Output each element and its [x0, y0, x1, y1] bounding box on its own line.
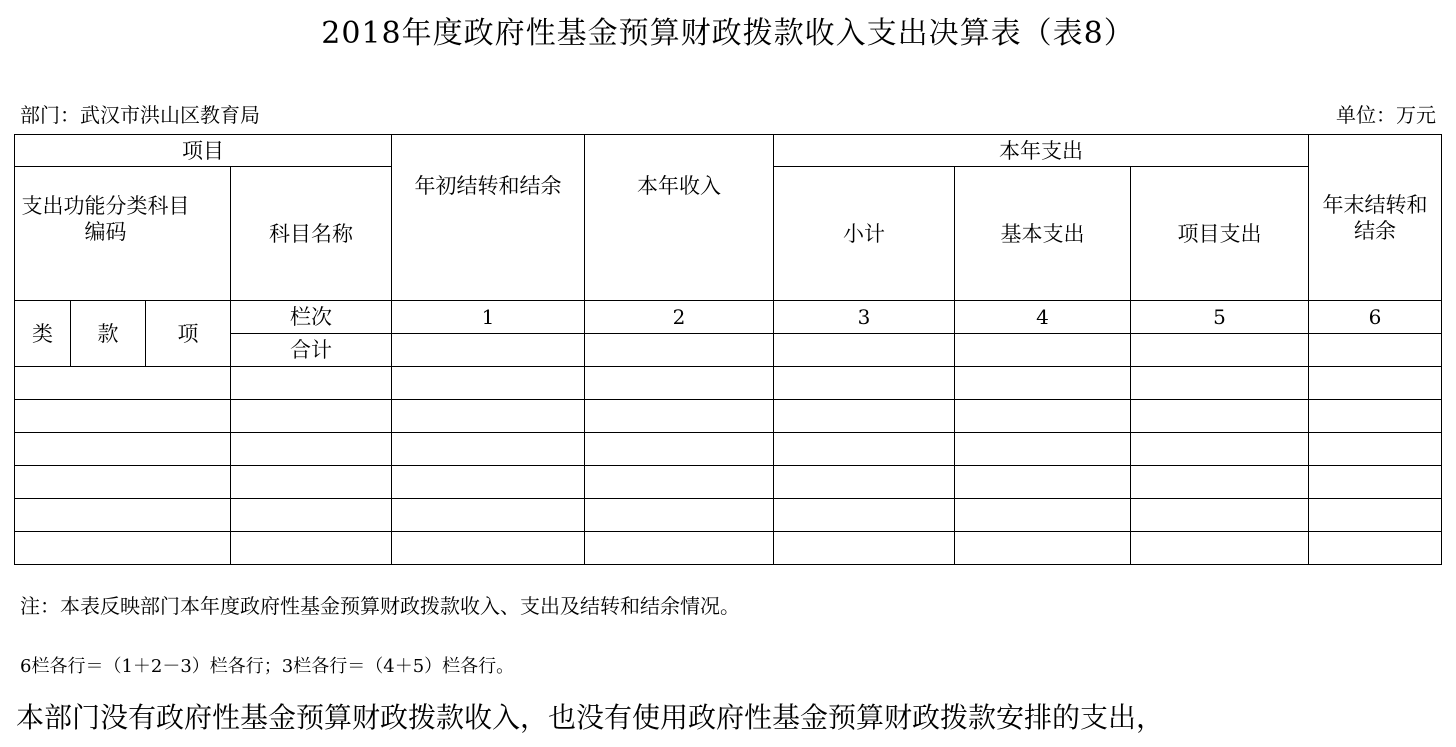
empty-cell — [1131, 400, 1309, 433]
header-basic-expenditure: 基本支出 — [955, 167, 1131, 301]
column-number-6: 6 — [1309, 301, 1442, 334]
empty-cell — [955, 466, 1131, 499]
empty-cell — [392, 466, 585, 499]
unit-label: 单位：万元 — [1336, 103, 1436, 127]
empty-cell — [15, 400, 231, 433]
total-cell — [1309, 334, 1442, 367]
empty-cell — [955, 499, 1131, 532]
empty-cell — [231, 400, 392, 433]
empty-cell — [1131, 499, 1309, 532]
header-current-income: 本年收入 — [585, 135, 774, 301]
note-formula: 6栏各行＝（1＋2－3）栏各行；3栏各行＝（4＋5）栏各行。 — [20, 656, 515, 677]
empty-cell — [15, 433, 231, 466]
empty-cell — [231, 466, 392, 499]
column-index-row — [15, 301, 1442, 334]
header-row-1 — [15, 135, 1442, 167]
empty-cell — [774, 400, 955, 433]
column-number-4: 4 — [955, 301, 1131, 334]
empty-cell — [15, 499, 231, 532]
empty-cell — [774, 367, 955, 400]
empty-cell — [392, 433, 585, 466]
page-title: 2018年度政府性基金预算财政拨款收入支出决算表（表8） — [321, 16, 1135, 51]
column-index-label: 栏次 — [231, 301, 392, 334]
empty-cell — [392, 367, 585, 400]
header-project: 项目 — [15, 135, 392, 167]
empty-cell — [1309, 532, 1442, 565]
total-cell — [1131, 334, 1309, 367]
column-number-5: 5 — [1131, 301, 1309, 334]
total-cell — [392, 334, 585, 367]
empty-cell — [231, 532, 392, 565]
empty-cell — [1131, 532, 1309, 565]
empty-cell — [585, 532, 774, 565]
empty-cell — [585, 499, 774, 532]
header-project-expenditure: 项目支出 — [1131, 167, 1309, 301]
header-section: 款 — [71, 301, 146, 367]
empty-cell — [15, 367, 231, 400]
header-subject-name: 科目名称 — [231, 167, 392, 301]
empty-cell — [1309, 466, 1442, 499]
empty-cell — [231, 499, 392, 532]
budget-table — [14, 134, 1442, 565]
total-label: 合计 — [231, 334, 392, 367]
column-number-2: 2 — [585, 301, 774, 334]
empty-cell — [774, 499, 955, 532]
table-row — [15, 466, 1442, 499]
total-cell — [774, 334, 955, 367]
empty-cell — [392, 499, 585, 532]
empty-cell — [774, 532, 955, 565]
empty-cell — [585, 433, 774, 466]
empty-cell — [15, 532, 231, 565]
total-cell — [955, 334, 1131, 367]
empty-cell — [392, 400, 585, 433]
empty-cell — [955, 400, 1131, 433]
header-subtotal: 小计 — [774, 167, 955, 301]
header-category: 类 — [15, 301, 71, 367]
department-label: 部门：武汉市洪山区教育局 — [20, 103, 260, 127]
table-row — [15, 532, 1442, 565]
empty-cell — [774, 433, 955, 466]
empty-cell — [585, 466, 774, 499]
empty-cell — [585, 400, 774, 433]
total-cell — [585, 334, 774, 367]
note-description: 注：本表反映部门本年度政府性基金预算财政拨款收入、支出及结转和结余情况。 — [20, 594, 740, 618]
table-row — [15, 367, 1442, 400]
table-row — [15, 400, 1442, 433]
empty-cell — [774, 466, 955, 499]
empty-cell — [231, 433, 392, 466]
empty-cell — [392, 532, 585, 565]
empty-cell — [955, 433, 1131, 466]
empty-cell — [1309, 499, 1442, 532]
empty-cell — [955, 367, 1131, 400]
empty-cell — [15, 466, 231, 499]
note-statement: 本部门没有政府性基金预算财政拨款收入，也没有使用政府性基金预算财政拨款安排的支出， — [16, 701, 1165, 734]
header-code: 支出功能分类科目编码 — [15, 167, 231, 301]
empty-cell — [955, 532, 1131, 565]
empty-cell — [1309, 400, 1442, 433]
empty-cell — [1131, 367, 1309, 400]
empty-cell — [1309, 367, 1442, 400]
header-end-balance: 年末结转和结余 — [1309, 135, 1442, 301]
empty-cell — [1131, 466, 1309, 499]
table-row — [15, 433, 1442, 466]
header-begin-balance: 年初结转和结余 — [392, 135, 585, 301]
empty-cell — [231, 367, 392, 400]
table-row — [15, 499, 1442, 532]
column-number-1: 1 — [392, 301, 585, 334]
empty-cell — [1131, 433, 1309, 466]
header-item: 项 — [146, 301, 231, 367]
empty-cell — [1309, 433, 1442, 466]
empty-cell — [585, 367, 774, 400]
column-number-3: 3 — [774, 301, 955, 334]
header-current-year-expenditure: 本年支出 — [774, 135, 1309, 167]
